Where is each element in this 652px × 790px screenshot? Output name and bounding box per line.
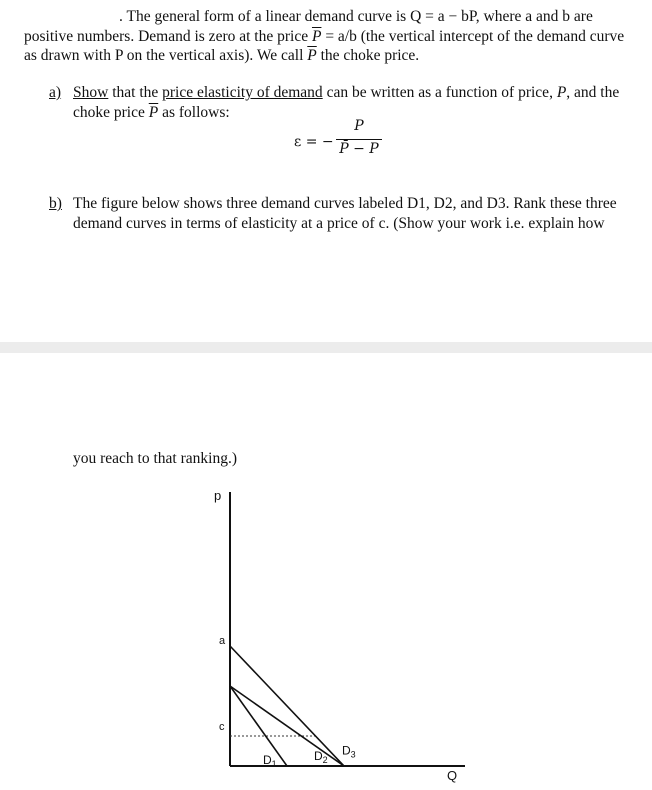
- x-axis-label: Q: [447, 768, 458, 783]
- intro-line-1: . The general form of a linear demand curve is Q = a − bP, where a and b are: [119, 8, 593, 25]
- page-break-band: [0, 342, 652, 353]
- curve-label-d3: $D_3$: [342, 743, 356, 760]
- part-a-text-2: can be written as a function of price,: [322, 84, 557, 101]
- part-b-line-2: demand curves in terms of elasticity at a price of c. (Show your work i.e. explain how: [73, 214, 605, 232]
- intro-line-3-end: the choke price.: [316, 47, 420, 64]
- part-a-line-2: choke price: [73, 103, 149, 121]
- formula-denominator: P̄ − P: [339, 141, 379, 157]
- choke-price-symbol-3: $\overline{P}$: [148, 103, 159, 121]
- tick-a-label: a: [219, 635, 226, 647]
- show-word: Show: [73, 84, 109, 101]
- part-a-text: that the: [108, 84, 163, 101]
- problem-intro: [24, 7, 646, 66]
- part-a-label: a): [49, 84, 62, 101]
- formula-lhs: ε = −: [294, 134, 334, 150]
- curve-label-d1: $D_1$: [263, 753, 277, 769]
- curve-label-d2: $D_2$: [314, 749, 328, 765]
- intro-line-2: positive numbers. Demand is zero at the price: [24, 27, 312, 45]
- demand-curves-figure: [190, 480, 480, 785]
- part-b: [49, 194, 645, 233]
- demand-curves: [230, 646, 356, 769]
- price-variable: P: [556, 84, 567, 101]
- elasticity-link[interactable]: price elasticity of demand: [162, 84, 323, 101]
- tick-c-label: c: [219, 721, 225, 733]
- part-b-continuation: you reach to that ranking.): [73, 450, 237, 467]
- part-a-text-3: , and the: [566, 84, 620, 101]
- part-b-line-1: The figure below shows three demand curves labeled D1, D2, and D3. Rank these three: [73, 195, 617, 212]
- formula-fraction: [336, 118, 382, 157]
- demand-curve-d2: [230, 686, 344, 766]
- intro-line-3: as drawn with P on the vertical axis). We call: [24, 47, 308, 64]
- choke-price-symbol: $\overline{P}$: [311, 27, 322, 45]
- part-a-line-2-end: as follows:: [158, 103, 230, 121]
- formula-numerator: P: [354, 118, 364, 134]
- y-axis-label: p: [214, 488, 222, 503]
- demand-curve-d3: [230, 646, 344, 766]
- intro-line-2-end: = a/b (the vertical intercept of the demand curve: [321, 27, 625, 45]
- part-b-label: b): [49, 195, 62, 212]
- part-a: [49, 83, 645, 122]
- choke-price-symbol-2: $\overline{P}$: [307, 47, 317, 64]
